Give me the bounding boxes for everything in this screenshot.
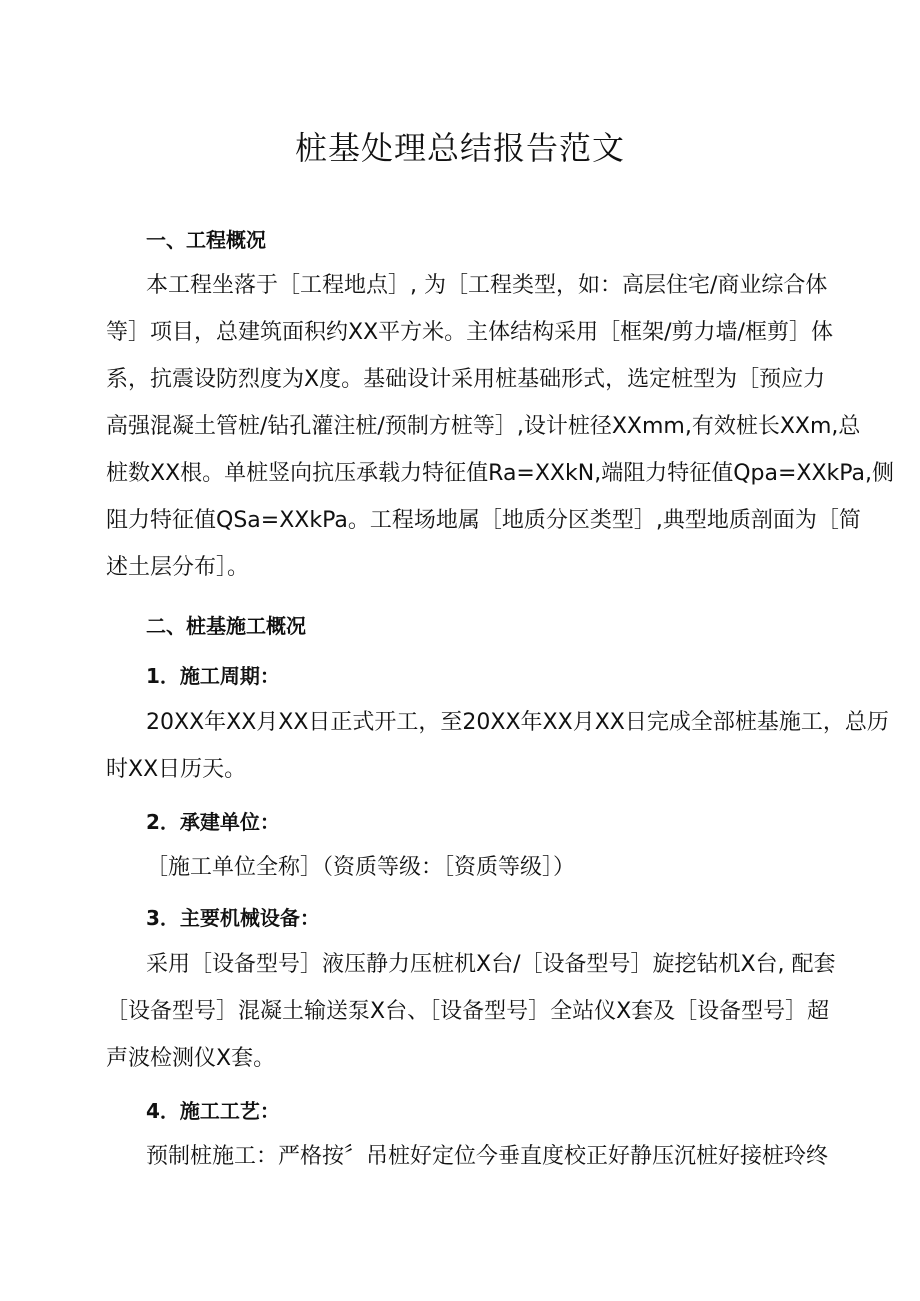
subheading-construction-period: 1．施工周期： (146, 664, 280, 688)
paragraph-line: 桩数XX根。单桩竖向抗压承载力特征值Ra=XXkN,端阻力特征值Qpa=XXkPa,侧 (106, 461, 895, 486)
paragraph-line: 本工程坐落于［工程地点］, 为［工程类型，如：高层住宅/商业综合体 (146, 273, 828, 298)
paragraph-line: 等］项目，总建筑面积约XX平方米。主体结构采用［框架/剪力墙/框剪］体 (106, 320, 833, 345)
paragraph-line: 采用［设备型号］液压静力压桩机X台/［设备型号］旋挖钻机X台, 配套 (146, 952, 836, 977)
subheading-contractor: 2．承建单位： (146, 810, 280, 834)
paragraph-line: 声波检测仪X套。 (106, 1046, 276, 1071)
paragraph-line: 系，抗震设防烈度为X度。基础设计采用桩基础形式，选定桩型为［预应力 (106, 367, 826, 392)
paragraph-line: 阻力特征值QSa=XXkPa。工程场地属［地质分区类型］,典型地质剖面为［简 (106, 508, 861, 533)
paragraph-line: 高强混凝土管桩/钻孔灌注桩/预制方桩等］,设计桩径XXmm,有效桩长XXm,总 (106, 414, 861, 439)
paragraph-line: 时XX日历天。 (106, 757, 247, 782)
paragraph-line: ［施工单位全称］（资质等级：［资质等级］） (146, 855, 576, 880)
subheading-construction-process: 4．施工工艺： (146, 1099, 280, 1123)
paragraph-line: 20XX年XX月XX日正式开工，至20XX年XX月XX日完成全部桩基施工，总历 (146, 710, 889, 735)
section-heading-overview: 一、工程概况 (146, 228, 266, 252)
subheading-equipment: 3．主要机械设备： (146, 906, 320, 930)
section-heading-pile-construction: 二、桩基施工概况 (146, 614, 306, 638)
document-title: 桩基处理总结报告范文 (294, 129, 625, 167)
paragraph-line: 述土层分布］。 (106, 555, 250, 580)
paragraph-line: 预制桩施工：严格按〞吊桩好定位今垂直度校正好静压沉桩好接桩玲终 (146, 1144, 829, 1169)
paragraph-line: ［设备型号］混凝土输送泵X台、［设备型号］全站仪X套及［设备型号］超 (106, 999, 830, 1024)
